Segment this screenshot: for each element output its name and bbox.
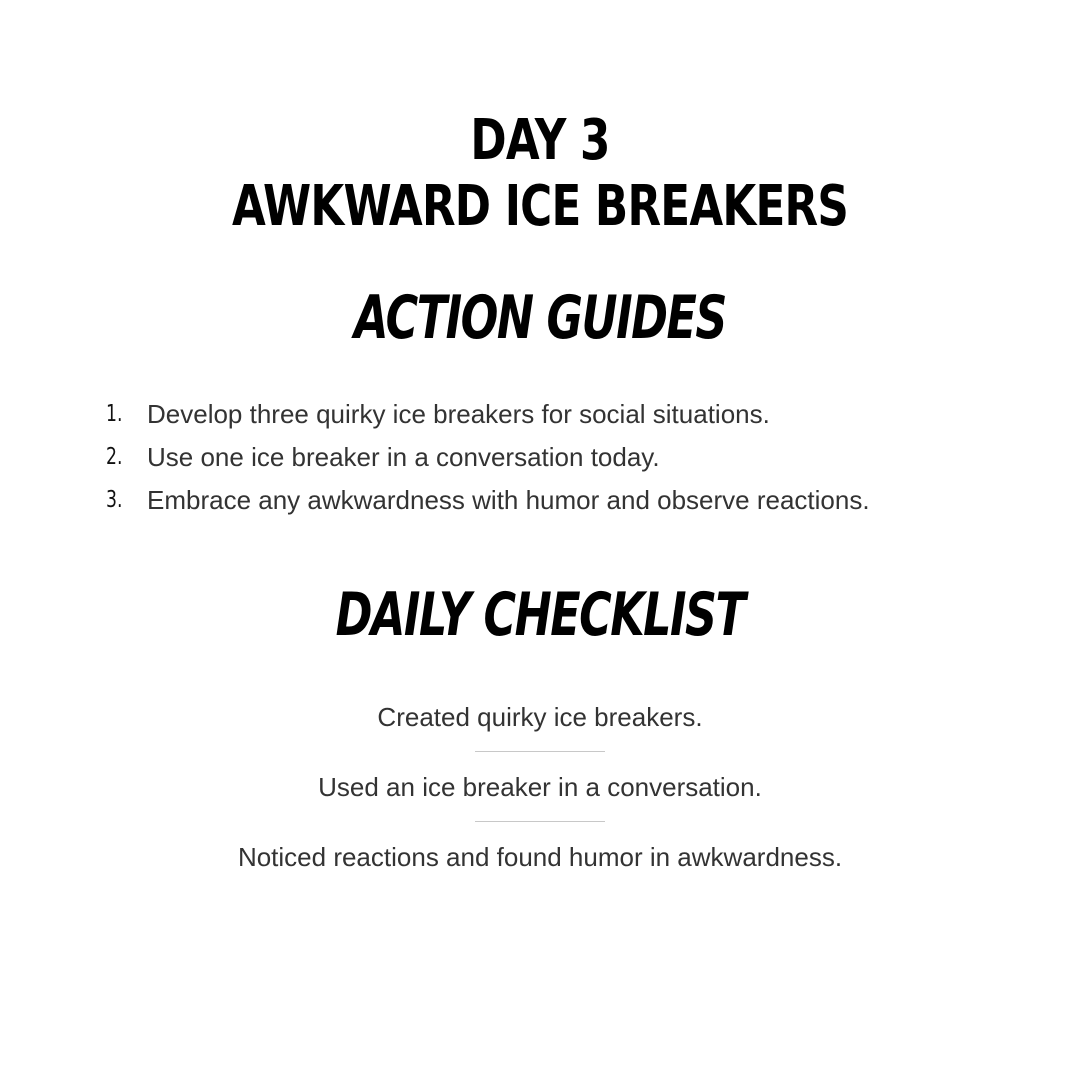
divider (475, 821, 605, 822)
list-item-text: Develop three quirky ice breakers for social situations. (147, 399, 770, 429)
action-guides-heading: ACTION GUIDES (354, 283, 726, 353)
daily-checklist (0, 697, 1080, 877)
checklist-item: Created quirky ice breakers. (377, 702, 703, 732)
list-item (106, 393, 1006, 436)
checklist-item: Noticed reactions and found humor in awkwardness. (237, 842, 843, 872)
action-guides-list (106, 393, 1006, 522)
list-item-number: 2. (106, 444, 123, 470)
title-topic: AWKWARD ICE BREAKERS (231, 174, 849, 239)
list-item (106, 479, 1006, 522)
list-item-number: 1. (106, 401, 123, 427)
list-item-text: Embrace any awkwardness with humor and observe reactions. (147, 485, 870, 515)
list-item-number: 3. (106, 487, 123, 513)
checklist-item: Used an ice breaker in a conversation. (318, 772, 762, 802)
list-item-text: Use one ice breaker in a conversation today. (147, 442, 660, 472)
page-title (0, 108, 1080, 240)
list-item (106, 436, 1006, 479)
daily-checklist-heading: DAILY CHECKLIST (335, 580, 745, 650)
divider (475, 751, 605, 752)
title-day: DAY 3 (470, 108, 610, 173)
